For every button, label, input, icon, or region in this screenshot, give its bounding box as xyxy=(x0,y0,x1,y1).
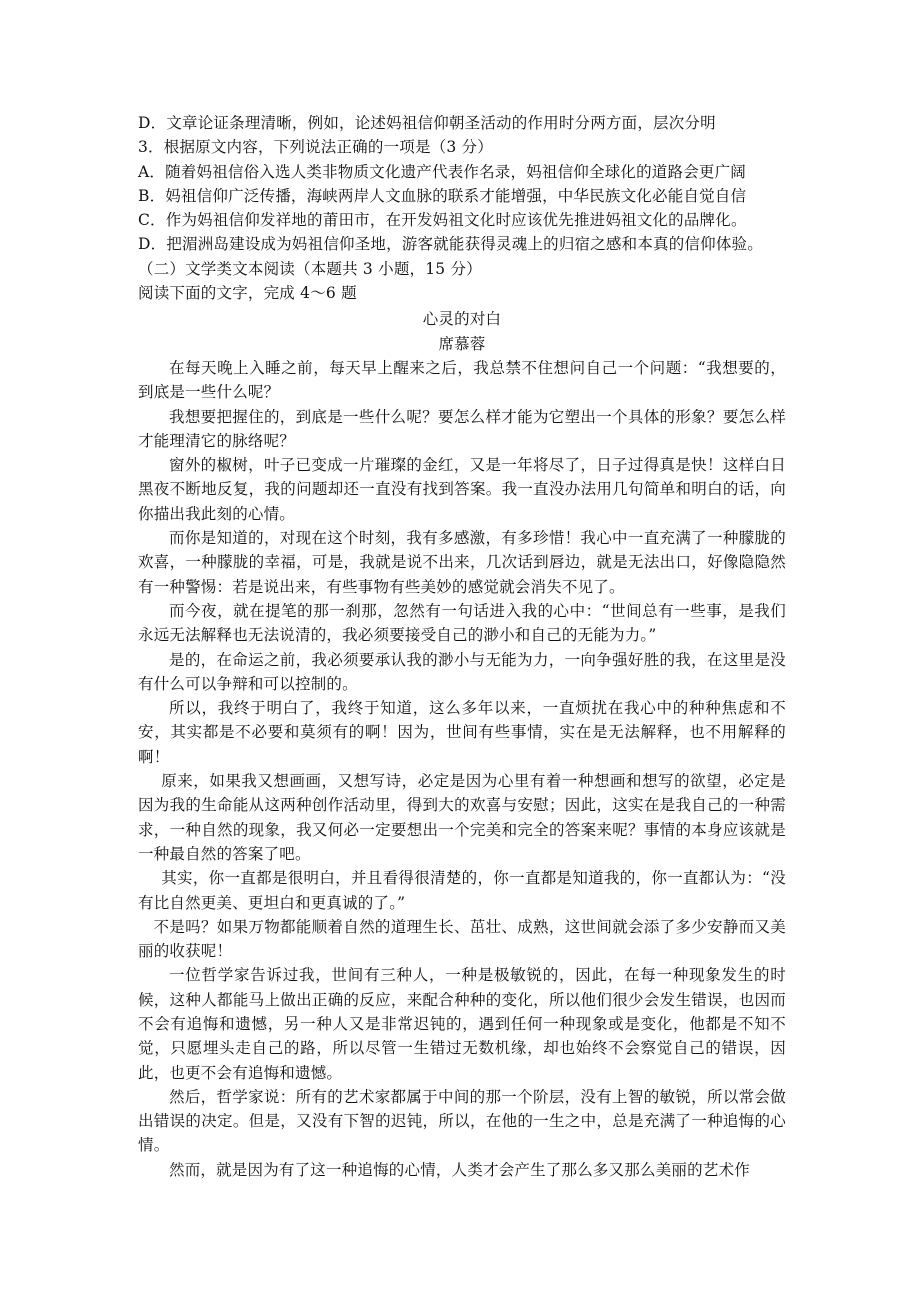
article-paragraph: 在每天晚上入睡之前，每天早上醒来之后，我总禁不住想问自己一个问题：“我想要的，到底是一些什么呢？ xyxy=(138,358,786,402)
article-paragraph: 而你是知道的，对现在这个时刻，我有多感激，有多珍惜！我心中一直充满了一种朦胧的欢喜，一种朦胧的幸福，可是，我就是说不出来，几次话到唇边，就是无法出口，好像隐隐然有一种警惕：若是说出来，有些事物有些美妙的感觉就会消失不见了。 xyxy=(138,529,786,596)
article-paragraph: 不是吗？如果万物都能顺着自然的道理生长、茁壮、成熟，这世间就会添了多少安静而又美丽的收获呢！ xyxy=(138,917,786,961)
section-instruction: 阅读下面的文字，完成 4～6 题 xyxy=(138,284,357,303)
question-3-option-b: B．妈祖信仰广泛传播，海峡两岸人文血脉的联系才能增强，中华民族文化必能自觉自信 xyxy=(138,186,747,205)
section-heading: （二）文学类文本阅读（本题共 3 小题，15 分） xyxy=(138,259,482,278)
article-paragraph: 然后，哲学家说：所有的艺术家都属于中间的那一个阶层，没有上智的敏锐，所以常会做出错误的决定。但是，又没有下智的迟钝，所以，在他的一生之中，总是充满了一种追悔的心情。 xyxy=(138,1087,786,1155)
article-header xyxy=(138,307,786,356)
article-paragraph: 原来，如果我又想画画，又想写诗，必定是因为心里有着一种想画和想写的欲望，必定是因为我的生命能从这两种创作活动里，得到大的欢喜与安慰；因此，这实在是我自己的一种需求，一种自然的现象，我又何必一定要想出一个完美和完全的答案来呢？事情的本身应该就是一种最自然的答案了吧。 xyxy=(138,772,786,863)
question-3-stem: 3．根据原文内容，下列说法正确的一项是（3 分） xyxy=(138,138,493,157)
question-3-option-c: C．作为妈祖信仰发祥地的莆田市，在开发妈祖文化时应该优先推进妈祖文化的品牌化。 xyxy=(138,211,747,230)
article-paragraph: 我想要把握住的，到底是一些什么呢？要怎么样才能为它塑出一个具体的形象？要怎么样才能理清它的脉络呢？ xyxy=(138,407,786,450)
question-2-option-d: D．文章论证条理清晰，例如，论述妈祖信仰朝圣活动的作用时分两方面，层次分明 xyxy=(138,114,716,132)
article-paragraph: 所以，我终于明白了，我终于知道，这么多年以来，一直烦扰在我心中的种种焦虑和不安，其实都是不必要和莫须有的啊！因为，世间有些事情，实在是无法解释，也不用解释的啊！ xyxy=(138,699,786,766)
article-paragraph: 一位哲学家告诉过我，世间有三种人，一种是极敏锐的，因此，在每一种现象发生的时候，这种人都能马上做出正确的反应，来配合种种的变化，所以他们很少会发生错误，也因而不会有追悔和遗憾，另一种人又是非常迟钝的，遇到任何一种现象或是变化，他都是不知不觉，只愿埋头走自己的路，所以尽管一生错过无数机缘，却也始终不会察觉自己的错误，因此，也更不会有追悔和遗憾。 xyxy=(138,966,786,1082)
article-paragraph: 而今夜，就在提笔的那一刹那，忽然有一句话进入我的心中：“世间总有一些事，是我们永远无法解释也无法说清的，我必须要接受自己的渺小和自己的无能为力。” xyxy=(138,601,786,645)
article-title: 心灵的对白 xyxy=(422,310,502,329)
question-3-option-d: D．把湄洲岛建设成为妈祖信仰圣地，游客就能获得灵魂上的归宿之感和本真的信仰体验。 xyxy=(138,235,763,254)
article-paragraph: 是的，在命运之前，我必须要承认我的渺小与无能为力，一向争强好胜的我，在这里是没有什么可以争辩和可以控制的。 xyxy=(138,650,786,693)
article-paragraph: 其实，你一直都是很明白，并且看得很清楚的，你一直都是知道我的，你一直都认为：“没有比自然更美、更坦白和更真诚的了。” xyxy=(138,869,786,912)
article-paragraph: 窗外的椒树，叶子已变成一片璀璨的金红，又是一年将尽了，日子过得真是快！这样白日黑夜不断地反复，我的问题却还一直没有找到答案。我一直没办法用几句简单和明白的话，向你描出我此刻的心情。 xyxy=(138,456,786,523)
article-body xyxy=(138,356,786,1182)
article-author: 席慕蓉 xyxy=(438,334,486,353)
document-page xyxy=(138,111,786,1182)
question-3-option-a: A．随着妈祖信俗入选人类非物质文化遗产代表作名录，妈祖信仰全球化的道路会更广阔 xyxy=(138,162,746,181)
article-paragraph: 然而，就是因为有了这一种追悔的心情，人类才会产生了那么多又那么美丽的艺术作 xyxy=(169,1160,750,1179)
